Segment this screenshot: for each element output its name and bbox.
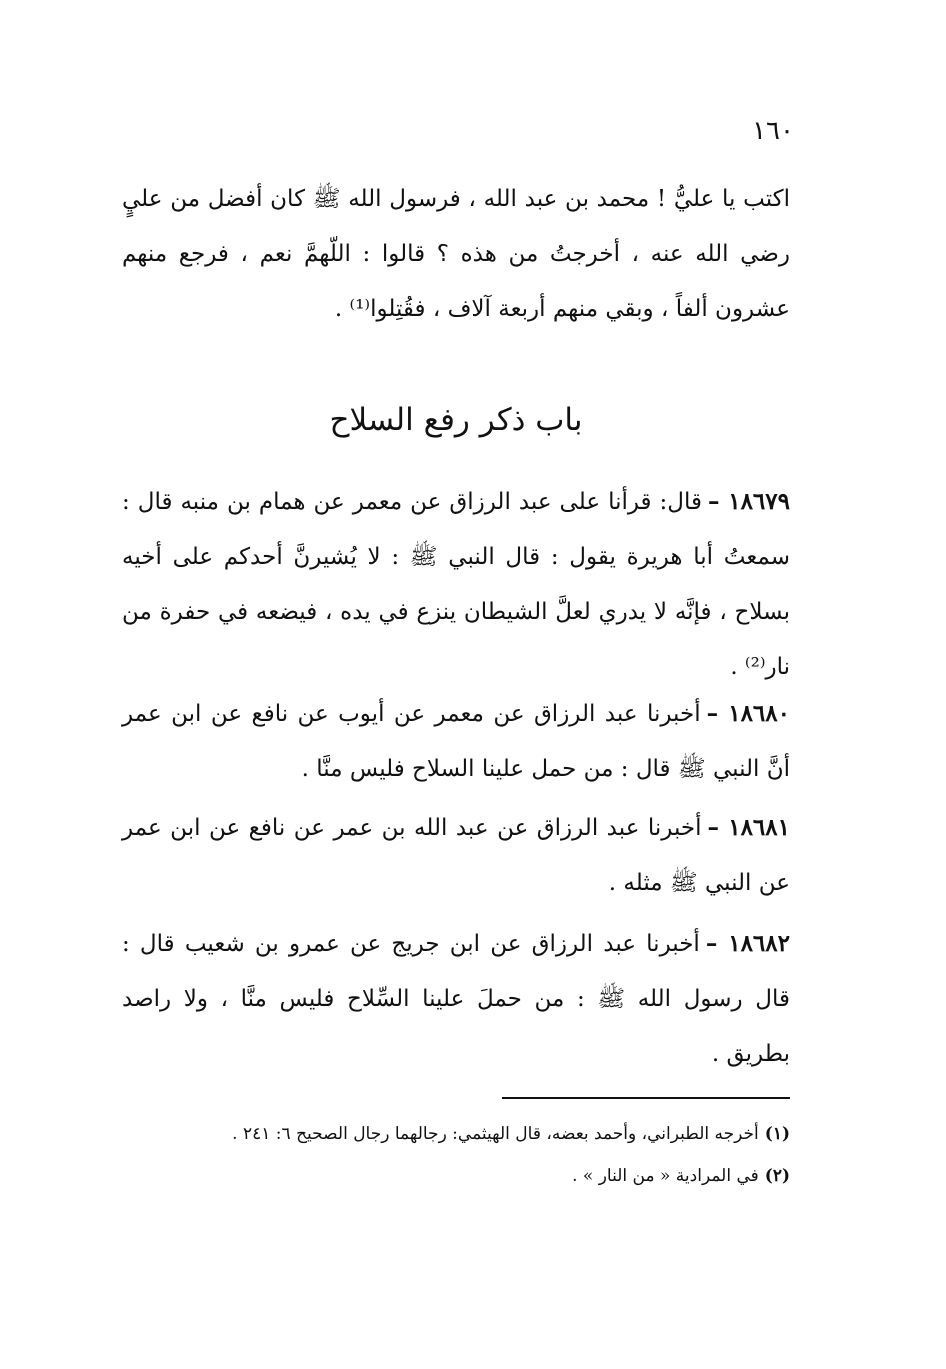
intro-text: اكتب يا عليُّ ! محمد بن عبد الله ، فرسول الله ﷺ كان أفضل من عليٍ رضي الله عنه ، أخرجتُ من هذه ؟ قالوا : اللّهمَّ نعم ، فرجع منهم عشرون ألفاً ، وبقي منهم أربعة آلاف ، فقُتِلوا⁽¹⁾ . <box>122 186 790 322</box>
footnote-text: في المرادية « من النار » . <box>572 1166 759 1186</box>
hadith-text: أخبرنا عبد الرزاق عن ابن جريج عن عمرو بن شعيب قال : قال رسول الله ﷺ : من حملَ علينا السِّلاح فليس منَّا ، ولا راصد بطريق . <box>122 931 790 1067</box>
chapter-heading: باب ذكر رفع السلاح <box>329 402 583 438</box>
footnote-item <box>122 1158 790 1194</box>
hadith-text: قال: قرأنا على عبد الرزاق عن معمر عن همام بن منبه قال : سمعتُ أبا هريرة يقول : قال النبي ﷺ : لا يُشيرنَّ أحدكم على أخيه بسلاح ، فإنَّه لا يدري لعلَّ الشيطان ينزع في يده ، فيضعه في حفرة من نار⁽²⁾ . <box>122 489 791 680</box>
intro-paragraph <box>122 172 790 337</box>
hadith-text: أخبرنا عبد الرزاق عن معمر عن أيوب عن نافع عن ابن عمر أنَّ النبي ﷺ قال : من حمل علينا السلاح فليس منَّا . <box>122 701 790 782</box>
hadith-entry <box>122 474 790 695</box>
hadith-entry <box>122 916 790 1082</box>
footnote-marker: (١) <box>764 1124 790 1144</box>
footnotes <box>122 1116 790 1200</box>
footnote-item <box>122 1116 790 1152</box>
hadith-number: ١٨٦٧٩ – <box>708 488 790 515</box>
hadith-entry <box>122 686 790 797</box>
page-number: ١٦٠ <box>752 116 794 146</box>
hadith-text: أخبرنا عبد الرزاق عن عبد الله بن عمر عن نافع عن ابن عمر عن النبي ﷺ مثله . <box>122 815 790 896</box>
hadith-entry <box>122 800 790 911</box>
footnote-text: أخرجه الطبراني، وأحمد بعضه، قال الهيثمي: رجالهما رجال الصحيح ٦: ٢٤١ . <box>232 1124 759 1144</box>
footnote-divider <box>502 1097 790 1099</box>
hadith-number: ١٨٦٨٠ – <box>706 700 790 727</box>
footnote-marker: (٢) <box>764 1166 790 1186</box>
hadith-number: ١٨٦٨١ – <box>707 814 790 841</box>
hadith-number: ١٨٦٨٢ – <box>705 930 790 957</box>
